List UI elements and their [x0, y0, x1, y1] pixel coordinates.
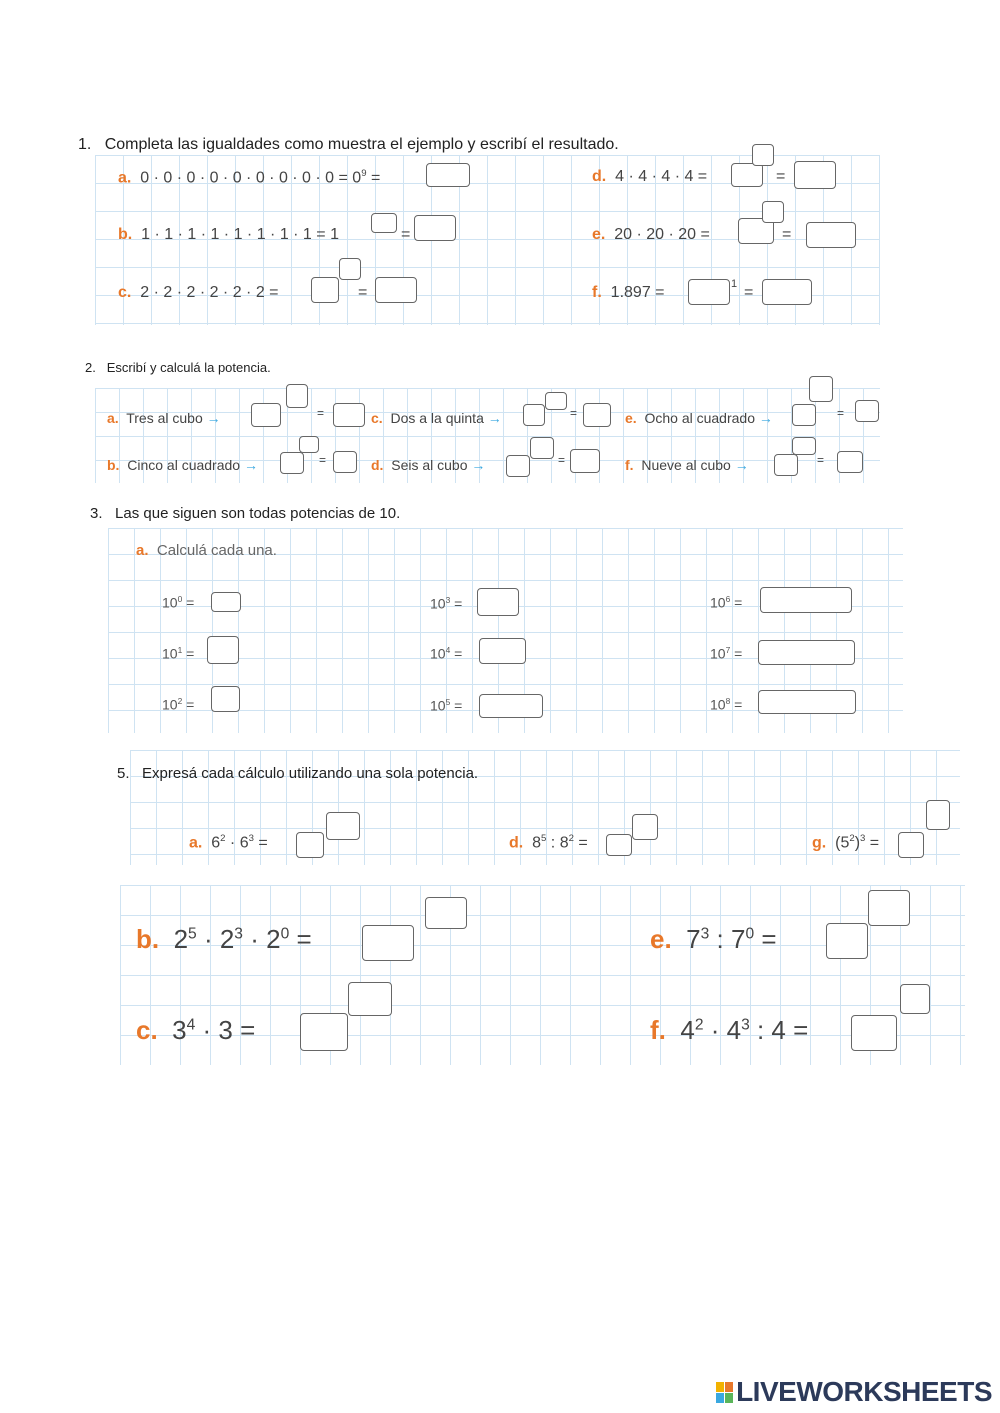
answer-box-1a-result[interactable] [426, 163, 470, 187]
answer-box-5b-exponent[interactable] [425, 897, 467, 929]
item-2b-eq: = [319, 453, 327, 467]
answer-box-5g-exponent[interactable] [926, 800, 950, 830]
item-1c-eq: = [358, 284, 368, 301]
item-1f: f. 1.897 = [592, 284, 665, 301]
answer-box-5g-base[interactable] [898, 832, 924, 858]
answer-box-1d-exponent[interactable] [752, 144, 774, 166]
item-2d: d. Seis al cubo → [371, 457, 486, 473]
power-10-3: $10^3$ = [430, 595, 463, 612]
section1-heading [78, 136, 619, 154]
answer-box-10-4[interactable] [479, 638, 526, 664]
item-1e-eq: = [782, 226, 792, 243]
answer-box-1d-base[interactable] [731, 163, 763, 187]
brand-name: LIVEWORKSHEETS [736, 1376, 992, 1407]
answer-box-5d-base[interactable] [606, 834, 632, 856]
answer-box-2a-exponent[interactable] [286, 384, 308, 408]
answer-box-2c-base[interactable] [523, 404, 545, 426]
answer-box-2a-base[interactable] [251, 403, 281, 427]
answer-box-2b-result[interactable] [333, 451, 357, 473]
item-2c-eq: = [570, 406, 578, 420]
answer-box-10-8[interactable] [758, 690, 856, 714]
answer-box-1e-exponent[interactable] [762, 201, 784, 223]
item-2a-eq: = [317, 406, 325, 420]
answer-box-10-0[interactable] [211, 592, 241, 612]
answer-box-10-1[interactable] [207, 636, 239, 664]
item-2f-eq: = [817, 453, 825, 467]
answer-box-10-5[interactable] [479, 694, 543, 718]
item-2f: f. Nueve al cubo → [625, 457, 749, 473]
answer-box-1e-result[interactable] [806, 222, 856, 248]
answer-box-1f-result[interactable] [762, 279, 812, 305]
item-2b: b. Cinco al cuadrado → [107, 457, 258, 473]
answer-box-2e-result[interactable] [855, 400, 879, 422]
item-1a: a. $0 \cdot 0 \cdot 0 \cdot 0 \cdot 0 \cdot 0 \cdot 0 \cdot 0 \cdot 0 = 0^9$ = [118, 168, 381, 187]
item-2c: c. Dos a la quinta → [371, 410, 502, 426]
power-10-2: $10^2$ = [162, 696, 195, 713]
item-5c: c. $3^4 \cdot 3$ = [136, 1015, 256, 1045]
item-5g: g. $(5^2)^3$ = [812, 833, 880, 852]
item-1f-sup: 1 [731, 278, 738, 290]
liveworksheets-logo-icon [716, 1382, 734, 1404]
answer-box-2e-exponent[interactable] [809, 376, 833, 402]
answer-box-1d-result[interactable] [794, 161, 836, 189]
item-1f-eq: = [744, 284, 754, 301]
section1-heading-text: Completa las igualdades como muestra el ejemplo y escribí el resultado. [104, 136, 619, 153]
answer-box-5b-base[interactable] [362, 925, 414, 961]
answer-box-5e-exponent[interactable] [868, 890, 910, 926]
power-10-0: $10^0$ = [162, 594, 195, 611]
answer-box-2d-exponent[interactable] [530, 437, 554, 459]
answer-box-5e-base[interactable] [826, 923, 868, 959]
answer-box-5a-base[interactable] [296, 832, 324, 858]
answer-box-5a-exponent[interactable] [326, 812, 360, 840]
power-10-5: $10^5$ = [430, 697, 463, 714]
item-2a: a. Tres al cubo → [107, 410, 221, 426]
item-1e: e. 20 · 20 · 20 = [592, 226, 710, 243]
item-1b-eq: = [401, 226, 411, 243]
answer-box-5f-base[interactable] [851, 1015, 897, 1051]
answer-box-2b-base[interactable] [280, 452, 304, 474]
item-5d: d. $8^5$ : $8^2$ = [509, 833, 588, 852]
answer-box-2d-result[interactable] [570, 449, 600, 473]
answer-box-2f-exponent[interactable] [792, 437, 816, 455]
answer-box-2c-exponent[interactable] [545, 392, 567, 410]
section3-heading: 3. Las que siguen son todas potencias de 10. [90, 505, 401, 522]
power-10-6: $10^6$ = [710, 594, 743, 611]
item-5f: f. $4^2 \cdot 4^3$ : 4 = [650, 1015, 809, 1045]
item-1d: d. 4 · 4 · 4 · 4 = [592, 168, 708, 185]
answer-box-1b-result[interactable] [414, 215, 456, 241]
answer-box-5c-exponent[interactable] [348, 982, 392, 1016]
answer-box-10-7[interactable] [758, 640, 855, 665]
section3-subheading: a. Calculá cada una. [136, 542, 277, 559]
item-2e: e. Ocho al cuadrado → [625, 410, 773, 426]
item-5e: e. $7^3$ : $7^0$ = [650, 924, 777, 954]
answer-box-1c-result[interactable] [375, 277, 417, 303]
answer-box-2a-result[interactable] [333, 403, 365, 427]
power-10-7: $10^7$ = [710, 645, 743, 662]
answer-box-2d-base[interactable] [506, 455, 530, 477]
answer-box-1f-base[interactable] [688, 279, 730, 305]
item-1c: c. 2 · 2 · 2 · 2 · 2 · 2 = [118, 284, 279, 301]
power-10-8: $10^8$ = [710, 696, 743, 713]
answer-box-10-2[interactable] [211, 686, 240, 712]
answer-box-2c-result[interactable] [583, 403, 611, 427]
item-2e-eq: = [837, 406, 845, 420]
item-5a: a. $6^2 \cdot 6^3$ = [189, 833, 268, 852]
answer-box-1c-base[interactable] [311, 277, 339, 303]
power-10-4: $10^4$ = [430, 645, 463, 662]
answer-box-1c-exponent[interactable] [339, 258, 361, 280]
item-1d-eq: = [776, 168, 786, 185]
section1-number: 1. [78, 136, 92, 153]
answer-box-2e-base[interactable] [792, 404, 816, 426]
answer-box-2f-base[interactable] [774, 454, 798, 476]
item-5b: b. $2^5 \cdot 2^3 \cdot 2^0$ = [136, 924, 312, 954]
answer-box-2b-exponent[interactable] [299, 436, 319, 453]
liveworksheets-logo [716, 1376, 992, 1408]
answer-box-10-6[interactable] [760, 587, 852, 613]
item-1b: b. 1 · 1 · 1 · 1 · 1 · 1 · 1 · 1 = 1 [118, 226, 339, 243]
answer-box-5f-exponent[interactable] [900, 984, 930, 1014]
answer-box-10-3[interactable] [477, 588, 519, 616]
section5-heading: 5. Expresá cada cálculo utilizando una sola potencia. [117, 765, 479, 782]
power-10-1: $10^1$ = [162, 645, 195, 662]
section2-heading: 2. Escribí y calculá la potencia. [85, 360, 271, 375]
answer-box-2f-result[interactable] [837, 451, 863, 473]
answer-box-5c-base[interactable] [300, 1013, 348, 1051]
answer-box-5d-exponent[interactable] [632, 814, 658, 840]
answer-box-1b-exponent[interactable] [371, 213, 397, 233]
item-2d-eq: = [558, 453, 566, 467]
